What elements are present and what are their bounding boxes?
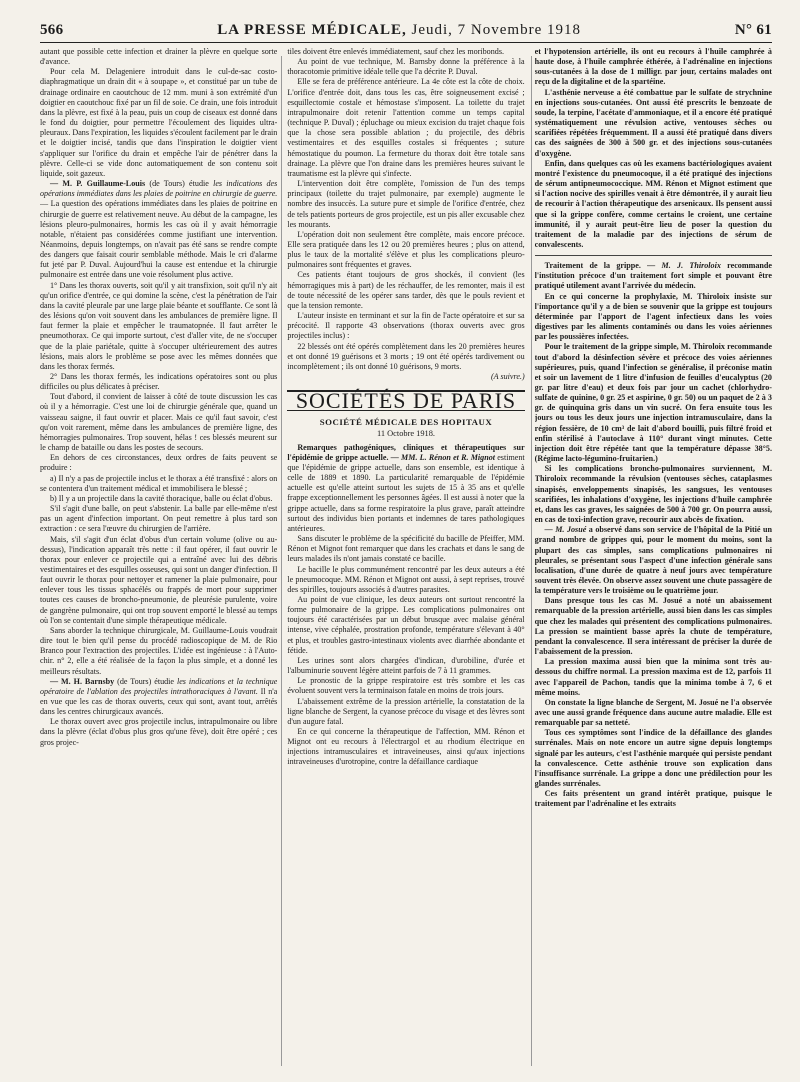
paragraph: Le pronostic de la grippe respiratoire est très sombre et les cas évoluent souvent vers la terminaison fatale en moins de trois jours. bbox=[287, 676, 525, 696]
topic-title: Remarques pathogéniques, cliniques et thérapeutiques sur l'épidémie de grippe actuelle. bbox=[287, 442, 525, 462]
author-name: — M. Josué bbox=[544, 525, 587, 535]
paragraph: Elle se fera de préférence antérieure. La 4e côte est la côte de choix. L'orifice d'entrée doit, dans tous les cas, être soigneusement excisé ; esquillectomie costale et hémostase s'imposent. La toilette du trajet intrapulmonaire doit retenir l'attention comme un temps capital (technique P. Duval) ; épluchage ou mieux excision du trajet chaque fois que la chose sera possible ablation ; du projectile, des débris vestimentaires et des esquilles costales si fréquentes ; suture hémostatique du poumon. La fermeture du thorax doit être totale sans drainage. La plèvre que l'on draine dans les premières heures suivant le traumatisme est la plèvre qui s'infecte. bbox=[287, 77, 525, 178]
page-header bbox=[40, 22, 772, 43]
page-number: 566 bbox=[40, 22, 64, 38]
paragraph: autant que possible cette infection et drainer la plèvre en quelque sorte d'avance. bbox=[40, 47, 278, 67]
paragraph: b) Il y a un projectile dans la cavité thoracique, balle ou éclat d'obus. bbox=[50, 493, 273, 503]
paragraph: Au point de vue technique, M. Barnsby donne la préférence à la thoracotomie primitive idéale telle que l'a décrite P. Duval. bbox=[287, 57, 525, 77]
issue-date: Jeudi, 7 Novembre 1918 bbox=[411, 22, 581, 38]
paragraph: tiles doivent être enlevés immédiatement, sauf chez les moribonds. bbox=[287, 47, 504, 56]
paragraph: Si les complications broncho-pulmonaires surviennent, M. Thiroloix recommande la révulsion (ventouses sèches, cataplasmes sinapisés, enveloppements sinapisés, les sangsues, les ventouses scarifiées, les inhalations d'oxygène, les injections d'huile camphrée et, dans les cas graves, les saignées de 500 à 700 gr. On pourra aussi, en cas de toxi-infection grave, recourir aux abcès de fixation. bbox=[534, 464, 772, 525]
paragraph: Au point de vue clinique, les deux auteurs ont surtout rencontré la forme pulmonaire de la grippe. Les complications pulmonaires ont toujours été caractérisées par un début brusque avec malaise général intense, vive céphalée, prostration profonde, température s'élevant à 40° et plus, et troubles gastro-intestinaux violents avec diarrhée abondante et fétide. bbox=[287, 594, 525, 655]
paragraph: et l'hypotension artérielle, ils ont eu recours à l'huile camphrée à haute dose, à l'huile camphrée éthérée, à l'adrénaline en injections sous-cutanées à la dose de 1 milligr. par jour, certains malades ont reçu de la digitaline et de la spartéine. bbox=[534, 47, 772, 87]
journal-name: LA PRESSE MÉDICALE, bbox=[217, 22, 407, 38]
paragraph: Sans discuter le problème de la spécificité du bacille de Pfeiffer, MM. Rénon et Mignot font remarquer que dans les crachats et dans le sang de leurs malades ils n'ont jamais constaté ce bacille. bbox=[287, 534, 525, 564]
column-3 bbox=[535, 47, 772, 1077]
paragraph: 22 blessés ont été opérés complètement dans les 20 premières heures et ont donné 19 guérisons et 3 morts ; 19 ont été opérés tardivement ou incomplètement ; ils ont donné 10 guérisons, 9 morts. bbox=[287, 341, 525, 371]
author-name: — M. J. Thiroloix bbox=[647, 261, 721, 271]
paragraph-text: a observé dans son service de l'hôpital de la Pitié un grand nombre de grippes qui, pour le moment du moins, sont la plupart des cas simples, sans complications pulmonaires ni pleurales, se présentant sous l'aspect d'une infection générale sans localisation, d'une durée de quatre à neuf jours avec température souvent très élevée. On observe assez souvent une chute passagère de la température vers le troisième ou le quatrième jour. bbox=[534, 525, 772, 596]
author-place: (de Tours) étudie bbox=[117, 676, 175, 686]
paragraph bbox=[535, 525, 772, 596]
column-divider bbox=[281, 56, 282, 1066]
journal-title bbox=[217, 22, 581, 39]
paragraph-text: — La question des opérations immédiates dans les plaies de poitrine en chirurgie de guerre est relativement neuve. Au début de la campagne, les lésions pleuro-pulmonaires, hormis les cas où il y avait hémorragie notable, n'étaient pas considérées comme justifiant une intervention. Néanmoins, depuis longtemps, on n'avait pas été sans se rendre compte des dangers que faisait courir semblable méthode. Mais le cri d'alarme fut jeté par P. Duval. Aujourd'hui la cause est entendue et la chirurgie pulmonaire est entrée dans une voie résolument plus active. bbox=[40, 199, 278, 280]
paragraph: En dehors de ces circonstances, deux ordres de faits peuvent se produire : bbox=[40, 453, 278, 473]
paragraph: Tous ces symptômes sont l'indice de la défaillance des glandes surrénales. Mais on note encore un autre signe depuis longtemps signalé par les auteurs, c'est l'asthénie marquée qui persiste pendant la convalescence. Cette asthénie trouve son explication dans l'insuffisance surrénale. La grippe a donc une prédilection pour les glandes surrénales. bbox=[534, 728, 772, 789]
paragraph: L'intervention doit être complète, l'omission de l'un des temps principaux (toilette du trajet pulmonaire, par exemple) augmente le nombre des insuccès. La suture pure et simple de l'orifice d'entrée, chez de tels patients porteurs de gros projectile, est un pis aller excusable chez les mourants. bbox=[287, 179, 525, 229]
paragraph-text: Il n'a en vue que les cas de thorax ouverts, ceux qui sont, avant tout, arrêtés dans les centres chirurgicaux avancés. bbox=[40, 686, 278, 717]
paragraph: En ce qui concerne la prophylaxie, M. Thiroloix insiste sur l'importance qu'il y a de bien se souvenir que la grippe est toujours déterminée par l'apport de l'agent infectieux dans les voies digestives par les aliments contaminés ou dans les voies aériennes par les poussières infectées. bbox=[534, 291, 772, 342]
paragraph: Ces faits présentent un grand intérêt pratique, puisque le traitement par l'adrénaline et les extraits bbox=[534, 789, 772, 809]
paragraph: a) Il n'y a pas de projectile inclus et le thorax a été transfixé : alors on se contentera d'un traitement médical et immobilisera le blessé ; bbox=[40, 473, 278, 493]
session-date: 11 Octobre 1918. bbox=[376, 429, 436, 439]
paragraph: S'il s'agit d'une balle, on peut s'abstenir. La balle par elle-même n'est pas un agent d'infection important. On peut remettre à plus tard son extraction : ce sera l'œuvre du chirurgien de l'arrière. bbox=[40, 504, 278, 534]
paragraph: 2° Dans les thorax fermés, les indications opératoires sont ou plus difficiles ou plus délicates à préciser. bbox=[40, 372, 278, 392]
issue-number: N° 61 bbox=[734, 22, 772, 38]
paragraph: Les urines sont alors chargées d'indican, d'urobiline, d'urée et l'albuminurie souvent légère atteint parfois de 7 à 11 grammes. bbox=[287, 655, 525, 676]
paragraph: Pour le traitement de la grippe simple, M. Thiroloix recommande tout d'abord la désinfection sévère et précoce des voies aériennes supérieures, puis, quand l'infection se généralise, il préconise matin et soir un lavement de 1 litre d'infusion de feuilles d'eucalyptus (20 gr. par litre d'eau) et deux fois par jour un cachet (chlorhydro-sulfate de quinine, 0 gr. 25 et aspirine, 0 gr. 50) ou un paquet de 2 à 3 gr. de quinquina gris dans un vin sucré. On fera ensuite tous les jours ou tous les deux jours une injection intramusculaire, dans la région fessière, de 10 cm³ de lait d'abord bouilli, puis filtré froid et enfin stérilisé à l'autoclave à 110° durant vingt minutes. Cette injection doit être répétée tant que la température dépasse 38°5. (Régime lacto-légumino-fruitarien.) bbox=[534, 342, 772, 464]
paragraph: Pour cela M. Delageniere introduit dans le cul-de-sac costo-diaphragmatique un drain dit « à soupape », et constitué par un tube de drainage ordinaire en caoutchouc de 12 mm. muni à son extrémité d'un doigtier en caoutchouc fixé par un fil de soie. Ce drain, une fois introduit dans la plèvre, est fixé à la peau, puis un coup de ciseaux est donné dans le fond du doigtier, pour permettre l'écoulement des liquides ultra-pleuraux. Dans l'expiration, les liquides s'écoulent facilement par le drain et le doigtier incisé, tandis que dans l'inspiration le doigtier vient s'appliquer sur l'orifice du drain et empêche l'air de pénétrer dans la plèvre. Celle-ci se vide donc automatiquement de son contenu soit liquide, soit gazeux. bbox=[40, 67, 278, 178]
paragraph: L'asthénie nerveuse a été combattue par le sulfate de strychnine en injections sous-cutanées. Ont aussi été prescrits le benzoate de soude, la terpine, l'acétate d'ammoniaque, et il a encore été pratiqué systématiquement une révulsion active, ventouses sèches ou scarifiées répétées fréquemment. Il a aussi été pratiqué dans divers cas des saignées de 300 à 500 gr. et des injections sous-cutanées d'oxygène. bbox=[534, 87, 772, 158]
author-name: — MM. L. Rénon et R. Mignot bbox=[390, 452, 496, 462]
author-name: — M. H. Barnsby bbox=[50, 676, 115, 686]
section-banner bbox=[287, 388, 524, 414]
paragraph bbox=[40, 179, 277, 281]
to-be-continued: (A suivre.) bbox=[490, 372, 525, 381]
paragraph: L'opération doit non seulement être complète, mais encore précoce. Elle sera pratiquée dans les 12 ou 20 premières heures ; plus on attend, plus le taux de la mortalité s'élève et plus les complications pleuro-pulmonaires sont fréquentes et graves. bbox=[287, 229, 525, 270]
paragraph: L'abaissement extrême de la pression artérielle, la constatation de la ligne blanche de Sergent, la cyanose précoce du visage et des lèvres sont d'un augure fatal. bbox=[287, 696, 525, 726]
paragraph bbox=[535, 261, 772, 291]
paragraph: On constate la ligne blanche de Sergent, M. Josué ne l'a observée avec une aussi grande fréquence dans aucune autre maladie. Elle est remarquable par sa netteté. bbox=[534, 697, 772, 728]
paragraph-text: recommande l'institution précoce d'un traitement fort simple et pouvant être pratiqué utilement avant l'arrivée du médecin. bbox=[534, 261, 772, 291]
paragraph: 1° Dans les thorax ouverts, soit qu'il y ait transfixion, soit qu'il n'y ait qu'un orifice d'entrée, ce qui domine la scène, c'est la pénétration de l'air dans la cavité pleurale par une large plaie béante et soufflante. Ce sont là des lésions qu'on voit souvent dans les ambulances de première ligne. Il faut fermer la plaie et empêcher le traumatopnée. Il faut arrêter le pneumothorax. Ce qui importe surtout, c'est d'aller vite, de ne s'occuper que de la plaie pariétale, quitte à s'occuper ultérieurement des autres lésions, mais alors le problème se pose avec les mêmes données que dans les thorax fermés. bbox=[40, 280, 278, 371]
column-2 bbox=[287, 47, 524, 1077]
article-columns bbox=[40, 47, 772, 1077]
paragraph: Mais, s'il s'agit d'un éclat d'obus d'un certain volume (olive ou au-dessus), l'indication apparaît très nette : il faut opérer, il faut ouvrir le thorax pour enlever ce projectile qui a entraîné avec lui des débris vestimentaires et des esquilles osseuses, qui sont un danger d'infection. Il faut ouvrir le thorax pour nettoyer et ramener la plaie pulmonaire, pour enlever tous les tissus sphacélés ou frappés de mort pour supprimer toutes ces causes de broncho-pneumonie, de pleurésie purulente, voire de gangrène pulmonaire, qui ont trop souvent emporté le blessé au temps où l'on se contentait d'une simple thérapeutique médicale. bbox=[40, 534, 278, 625]
paragraph: Le bacille le plus communément rencontré par les deux auteurs a été le pneumocoque. MM. Rénon et Mignot ont aussi, à sept reprises, trouvé des spirilles, toujours associés à d'autres parasites. bbox=[287, 564, 525, 594]
paragraph: Le thorax ouvert avec gros projectile inclus, intrapulmonaire ou libre dans la plèvre (éclat d'obus plus gros qu'une fève), doit être opéré ; ces gros projec- bbox=[40, 717, 278, 747]
paragraph-text: estiment que l'épidémie de grippe actuelle, dans son ensemble, est identique à celle de 1889 et 1890. La particularité remarquable de l'épidémie actuelle est qu'elle atteint surtout les sujets de 15 à 35 ans et qu'elle frappe exceptionnellement les personnes âgées. Il est aussi à noter que la grippe actuelle, dans sa forme respiratoire la plus grave, paraît atteindre surtout des individus bien portants et indemnes de tares pathologiques antérieures. bbox=[287, 452, 525, 533]
paragraph: En ce qui concerne la thérapeutique de l'affection, MM. Rénon et Mignot ont eu recours à l'électrargol et au rhodium électrique en injections intramusculaires et intraveineuses, ainsi qu'aux injections intraveineuses d'urotropine, contre la défaillance cardiaque bbox=[287, 727, 525, 767]
society-heading: SOCIÉTÉ MÉDICALE DES HOPITAUX bbox=[319, 417, 493, 428]
topic-title: les indications et la technique opératoire de l'ablation des projectiles intrathoraciques à l'avant. bbox=[40, 676, 278, 696]
topic-title: Traitement de la grippe. bbox=[544, 261, 641, 271]
column-divider bbox=[531, 56, 532, 1066]
author-name: — M. P. Guillaume-Louis bbox=[50, 179, 146, 189]
paragraph: Sans aborder la technique chirurgicale, M. Guillaume-Louis voudrait dire tout le bien qu'il pense du procédé radioscopique de M. de Rio Branco pour l'extraction des projectiles. L'idée est ingénieuse : à l'Auto-chir. n° 2, elle a été réalisée de la façon la plus simple, et a donné les meilleurs résultats. bbox=[40, 625, 278, 676]
topic-title: les indications des opérations immédiates dans les plaies de poitrine en chirurgie de guerre. bbox=[40, 179, 278, 199]
paragraph: L'auteur insiste en terminant et sur la fin de l'acte opératoire et sur sa précocité. Il rapporte 43 observations (thorax ouverts avec gros projectiles inclus) : bbox=[287, 311, 525, 341]
section-title: SOCIÉTÉS DE PARIS bbox=[295, 388, 517, 414]
paragraph: La pression maxima aussi bien que la minima sont très au-dessous du chiffre normal. La pression maxima est de 12, parfois 11 avec l'appareil de Pachon, tandis que la minima tombe à 7, 6 et même moins. bbox=[534, 657, 772, 697]
paragraph: Dans presque tous les cas M. Josué a noté un abaissement remarquable de la pression artérielle, aussi bien dans les cas simples que chez les malades qui présentent des complications pulmonaires. La pression se maintient basse après la chute de température, pendant la convalescence. Il sera intéressant de préciser la durée de l'abaissement de la pression. bbox=[534, 596, 772, 657]
author-place: (de Tours) étudie bbox=[149, 179, 209, 189]
paragraph: Tout d'abord, il convient de laisser à côté de toute discussion les cas où il y a hémorragie. C'est une loi de chirurgie générale que, quand un vaisseau saigne, il faut ouvrir et placer. Mais ce qu'il faut savoir, c'est qu'on voit rarement, même dans les ambulances de première ligne, des hémorragies pulmonaires. Trop souvent, hélas ! ces blessés meurent sur le champ de bataille ou dans les postes de secours. bbox=[40, 392, 278, 453]
paragraph bbox=[287, 443, 524, 534]
column-1 bbox=[40, 47, 277, 1077]
paragraph bbox=[40, 677, 277, 718]
paragraph: Ces patients étant toujours de gros shockés, il convient (les hémorragiques mis à part) de les réchauffer, de les remonter, mais il est de toute nécessité de les opérer sans tarder, dès que le pouls revient et que la tension remonte. bbox=[287, 270, 525, 310]
paragraph: Enfin, dans quelques cas où les examens bactériologiques avaient montré l'existence du pneumocoque, il a été pratiqué des injections de sérum antipneumococcique. MM. Rénon et Mignot estiment que si l'action nocive des spirilles venait à être démontrée, il y aurait lieu de recourir à l'action thérapeutique des arsenicaux. Ils pensent aussi que si la grippe confère, comme certains le croient, une certaine immunité, il y aurait peut-être lieu de poser la question du traitement de la maladie par des injections de sérum de convalescents. bbox=[534, 158, 772, 249]
divider bbox=[535, 255, 772, 256]
